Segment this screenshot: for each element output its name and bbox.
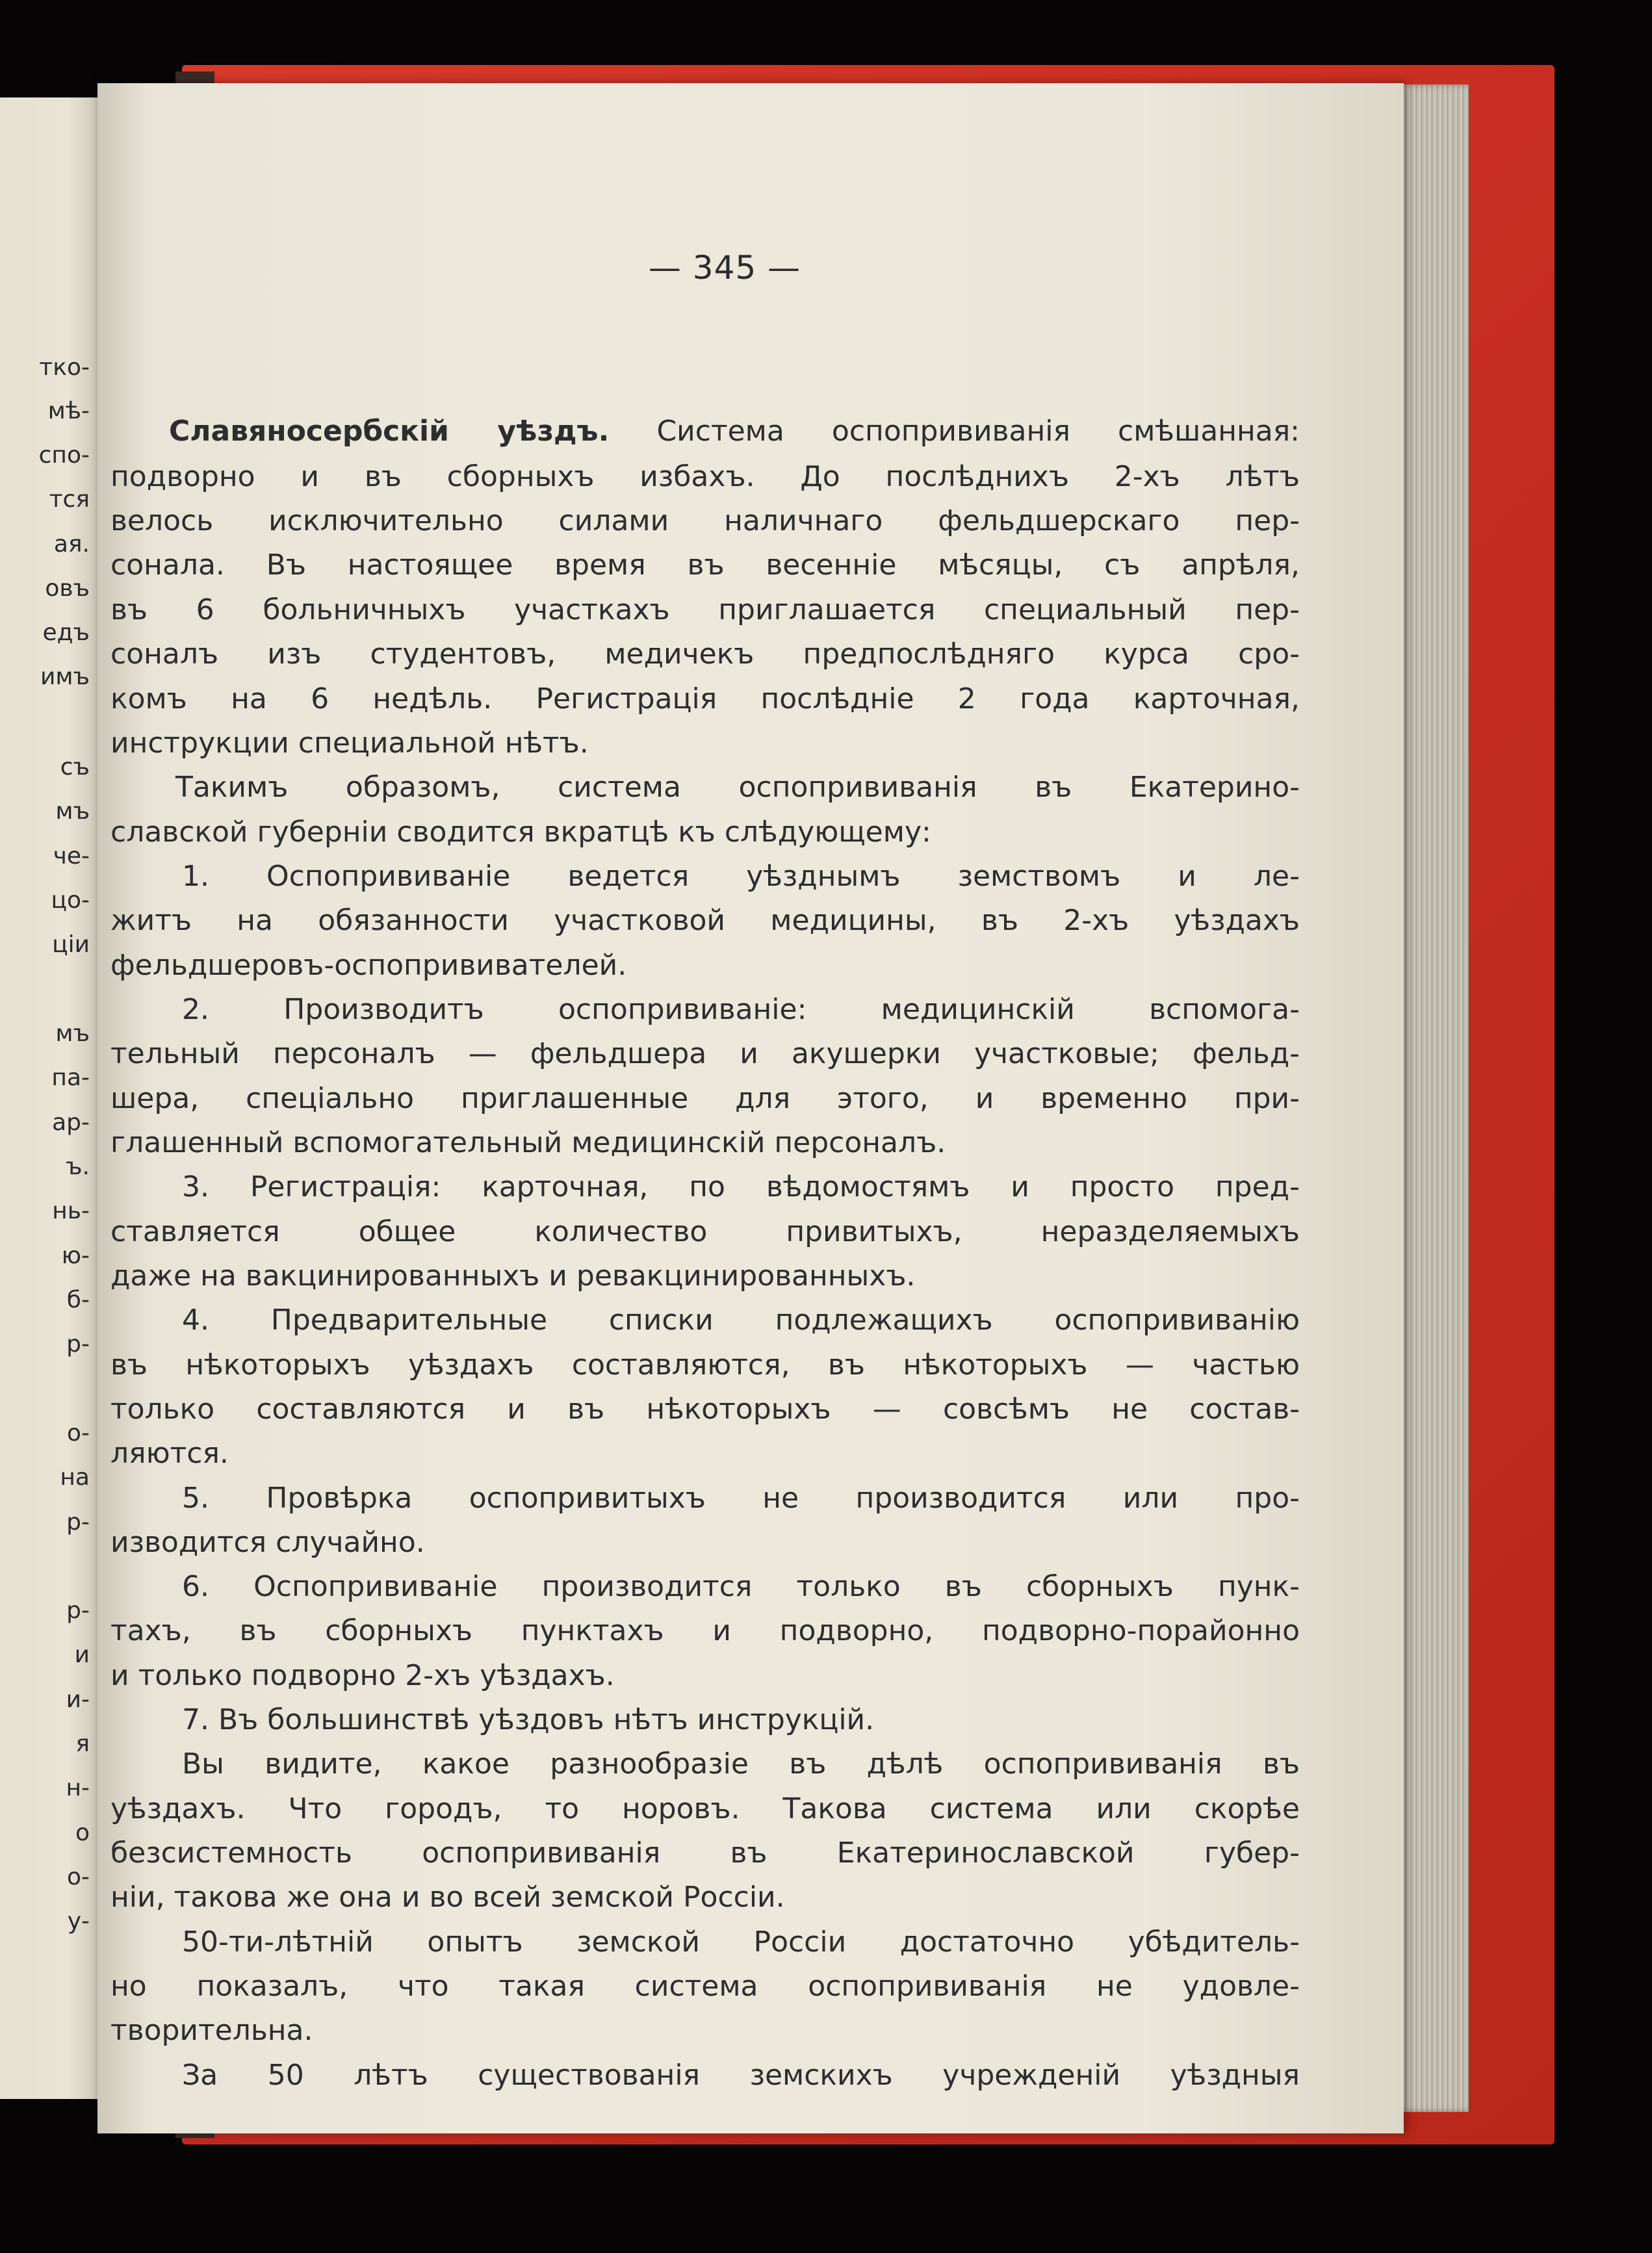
text-line — [182, 1747, 1300, 1781]
line-text: безсистемность оспопрививанія въ Екатеринославской губер- — [110, 1836, 1300, 1870]
text-line — [110, 504, 1300, 537]
text-line — [110, 1836, 1300, 1870]
text-line — [182, 1703, 874, 1736]
line-text: инструкции специальной нѣтъ. — [110, 727, 589, 760]
right-page — [97, 83, 1404, 2133]
line-text: комъ на 6 недѣль. Регистрація послѣдніе 2 года карточная, — [110, 682, 1300, 715]
line-text: шера, спеціально приглашенные для этого, и временно при- — [110, 1082, 1300, 1115]
text-line — [110, 1526, 425, 1559]
line-text: 1. Оспопрививаніе ведется уѣзднымъ земствомъ и ле- — [182, 860, 1300, 893]
text-line — [110, 1259, 915, 1293]
text-line — [182, 1570, 1300, 1603]
line-text: велось исключительно силами наличнаго фельдшерскаго пер- — [110, 504, 1300, 537]
line-text: 6. Оспопрививаніе производится только въ сборныхъ пунк- — [182, 1570, 1300, 1603]
line-text: подворно и въ сборныхъ избахъ. До послѣднихъ 2-хъ лѣтъ — [110, 460, 1300, 493]
line-text: Система оспопрививанія смѣшанная: — [609, 415, 1300, 448]
line-text: житъ на обязанности участковой медицины, въ 2-хъ уѣздахъ — [110, 904, 1300, 937]
text-line — [182, 1482, 1300, 1515]
line-text: славской губерніи сводится вкратцѣ къ слѣдующему: — [110, 816, 931, 849]
text-line — [110, 1215, 1300, 1248]
text-line — [182, 860, 1300, 893]
line-text: ставляется общее количество привитыхъ, неразделяемыхъ — [110, 1215, 1300, 1248]
text-line — [110, 1037, 1300, 1070]
line-text: сонала. Въ настоящее время въ весенніе мѣсяцы, съ апрѣля, — [110, 548, 1300, 582]
line-text: 5. Провѣрка оспопривитыхъ не производится или про- — [182, 1482, 1300, 1515]
line-text: Такимъ образомъ, система оспопрививанія въ Екатерино- — [175, 771, 1300, 804]
left-page: тко- мѣ- спо- тся ая. овъ едъ имъ съ мъ че- цо- ціи мъ па- ар- ъ. нь- ю- б- р- о- на р- р- и и- я н- о о- у- — [0, 97, 97, 2099]
text-line — [110, 816, 931, 849]
line-text: но показалъ, что такая система оспопрививанія не удовле- — [110, 1970, 1300, 2003]
line-text: 3. Регистрація: карточная, по вѣдомостямъ и просто пред- — [182, 1170, 1300, 1204]
page-number: — 345 — — [648, 249, 801, 287]
text-line — [110, 460, 1300, 493]
text-line — [110, 949, 626, 982]
line-text: въ 6 больничныхъ участкахъ приглашается специальный пер- — [110, 593, 1300, 626]
text-line — [182, 1925, 1300, 1959]
line-text: 2. Производитъ оспопрививаніе: медицинскій вспомога- — [182, 993, 1300, 1026]
line-text: даже на вакцинированныхъ и ревакцинированныхъ. — [110, 1259, 916, 1293]
text-line — [182, 1304, 1300, 1337]
text-line — [169, 415, 1300, 448]
text-line — [110, 637, 1300, 671]
line-text: 7. Въ большинствѣ уѣздовъ нѣтъ инструкцій. — [182, 1703, 875, 1736]
line-text: ніи, такова же она и во всей земской Россіи. — [110, 1881, 785, 1914]
line-text: и только подворно 2-хъ уѣздахъ. — [110, 1659, 615, 1692]
line-text: 50-ти-лѣтній опытъ земской Россіи достаточно убѣдитель- — [182, 1925, 1300, 1959]
text-line — [182, 993, 1300, 1026]
line-text: соналъ изъ студентовъ, медичекъ предпослѣдняго курса сро- — [110, 637, 1300, 671]
text-line — [110, 1393, 1300, 1426]
line-text: глашенный вспомогательный медицинскій персоналъ. — [110, 1126, 946, 1159]
page-edges — [1397, 84, 1469, 2112]
line-text: тельный персоналъ — фельдшера и акушерки участковые; фельд- — [110, 1037, 1300, 1070]
text-line — [110, 1126, 946, 1159]
text-line — [110, 1082, 1300, 1115]
line-text: только составляются и въ нѣкоторыхъ — совсѣмъ не состав- — [110, 1393, 1300, 1426]
line-text: ляются. — [110, 1437, 229, 1470]
text-line — [175, 771, 1300, 804]
line-text: въ нѣкоторыхъ уѣздахъ составляются, въ нѣкоторыхъ — частью — [110, 1348, 1300, 1382]
text-line — [110, 1659, 615, 1692]
section-heading: Славяносербскій уѣздъ. — [169, 415, 610, 448]
text-line — [110, 548, 1300, 582]
text-line — [110, 1792, 1300, 1825]
text-line — [110, 682, 1300, 715]
text-line — [110, 727, 589, 760]
text-line — [182, 1170, 1300, 1204]
text-line — [110, 1614, 1300, 1647]
line-text: Вы видите, какое разнообразіе въ дѣлѣ оспопрививанія въ — [182, 1747, 1300, 1781]
line-text: изводится случайно. — [110, 1526, 425, 1559]
text-line — [110, 2014, 313, 2047]
line-text: За 50 лѣтъ существованія земскихъ учрежденій уѣздныя — [182, 2059, 1300, 2092]
text-line — [110, 1437, 229, 1470]
text-line — [110, 904, 1300, 937]
line-text: тахъ, въ сборныхъ пунктахъ и подворно, подворно-порайонно — [110, 1614, 1300, 1647]
text-line — [182, 2059, 1300, 2092]
line-text: фельдшеровъ-оспопрививателей. — [110, 949, 627, 982]
text-line — [110, 593, 1300, 626]
line-text: уѣздахъ. Что городъ, то норовъ. Такова система или скорѣе — [110, 1792, 1300, 1825]
line-text: 4. Предварительные списки подлежащихъ оспопрививанію — [182, 1304, 1300, 1337]
text-line — [110, 1881, 785, 1914]
line-text: творительна. — [110, 2014, 313, 2047]
text-line — [110, 1970, 1300, 2003]
text-line — [110, 1348, 1300, 1382]
